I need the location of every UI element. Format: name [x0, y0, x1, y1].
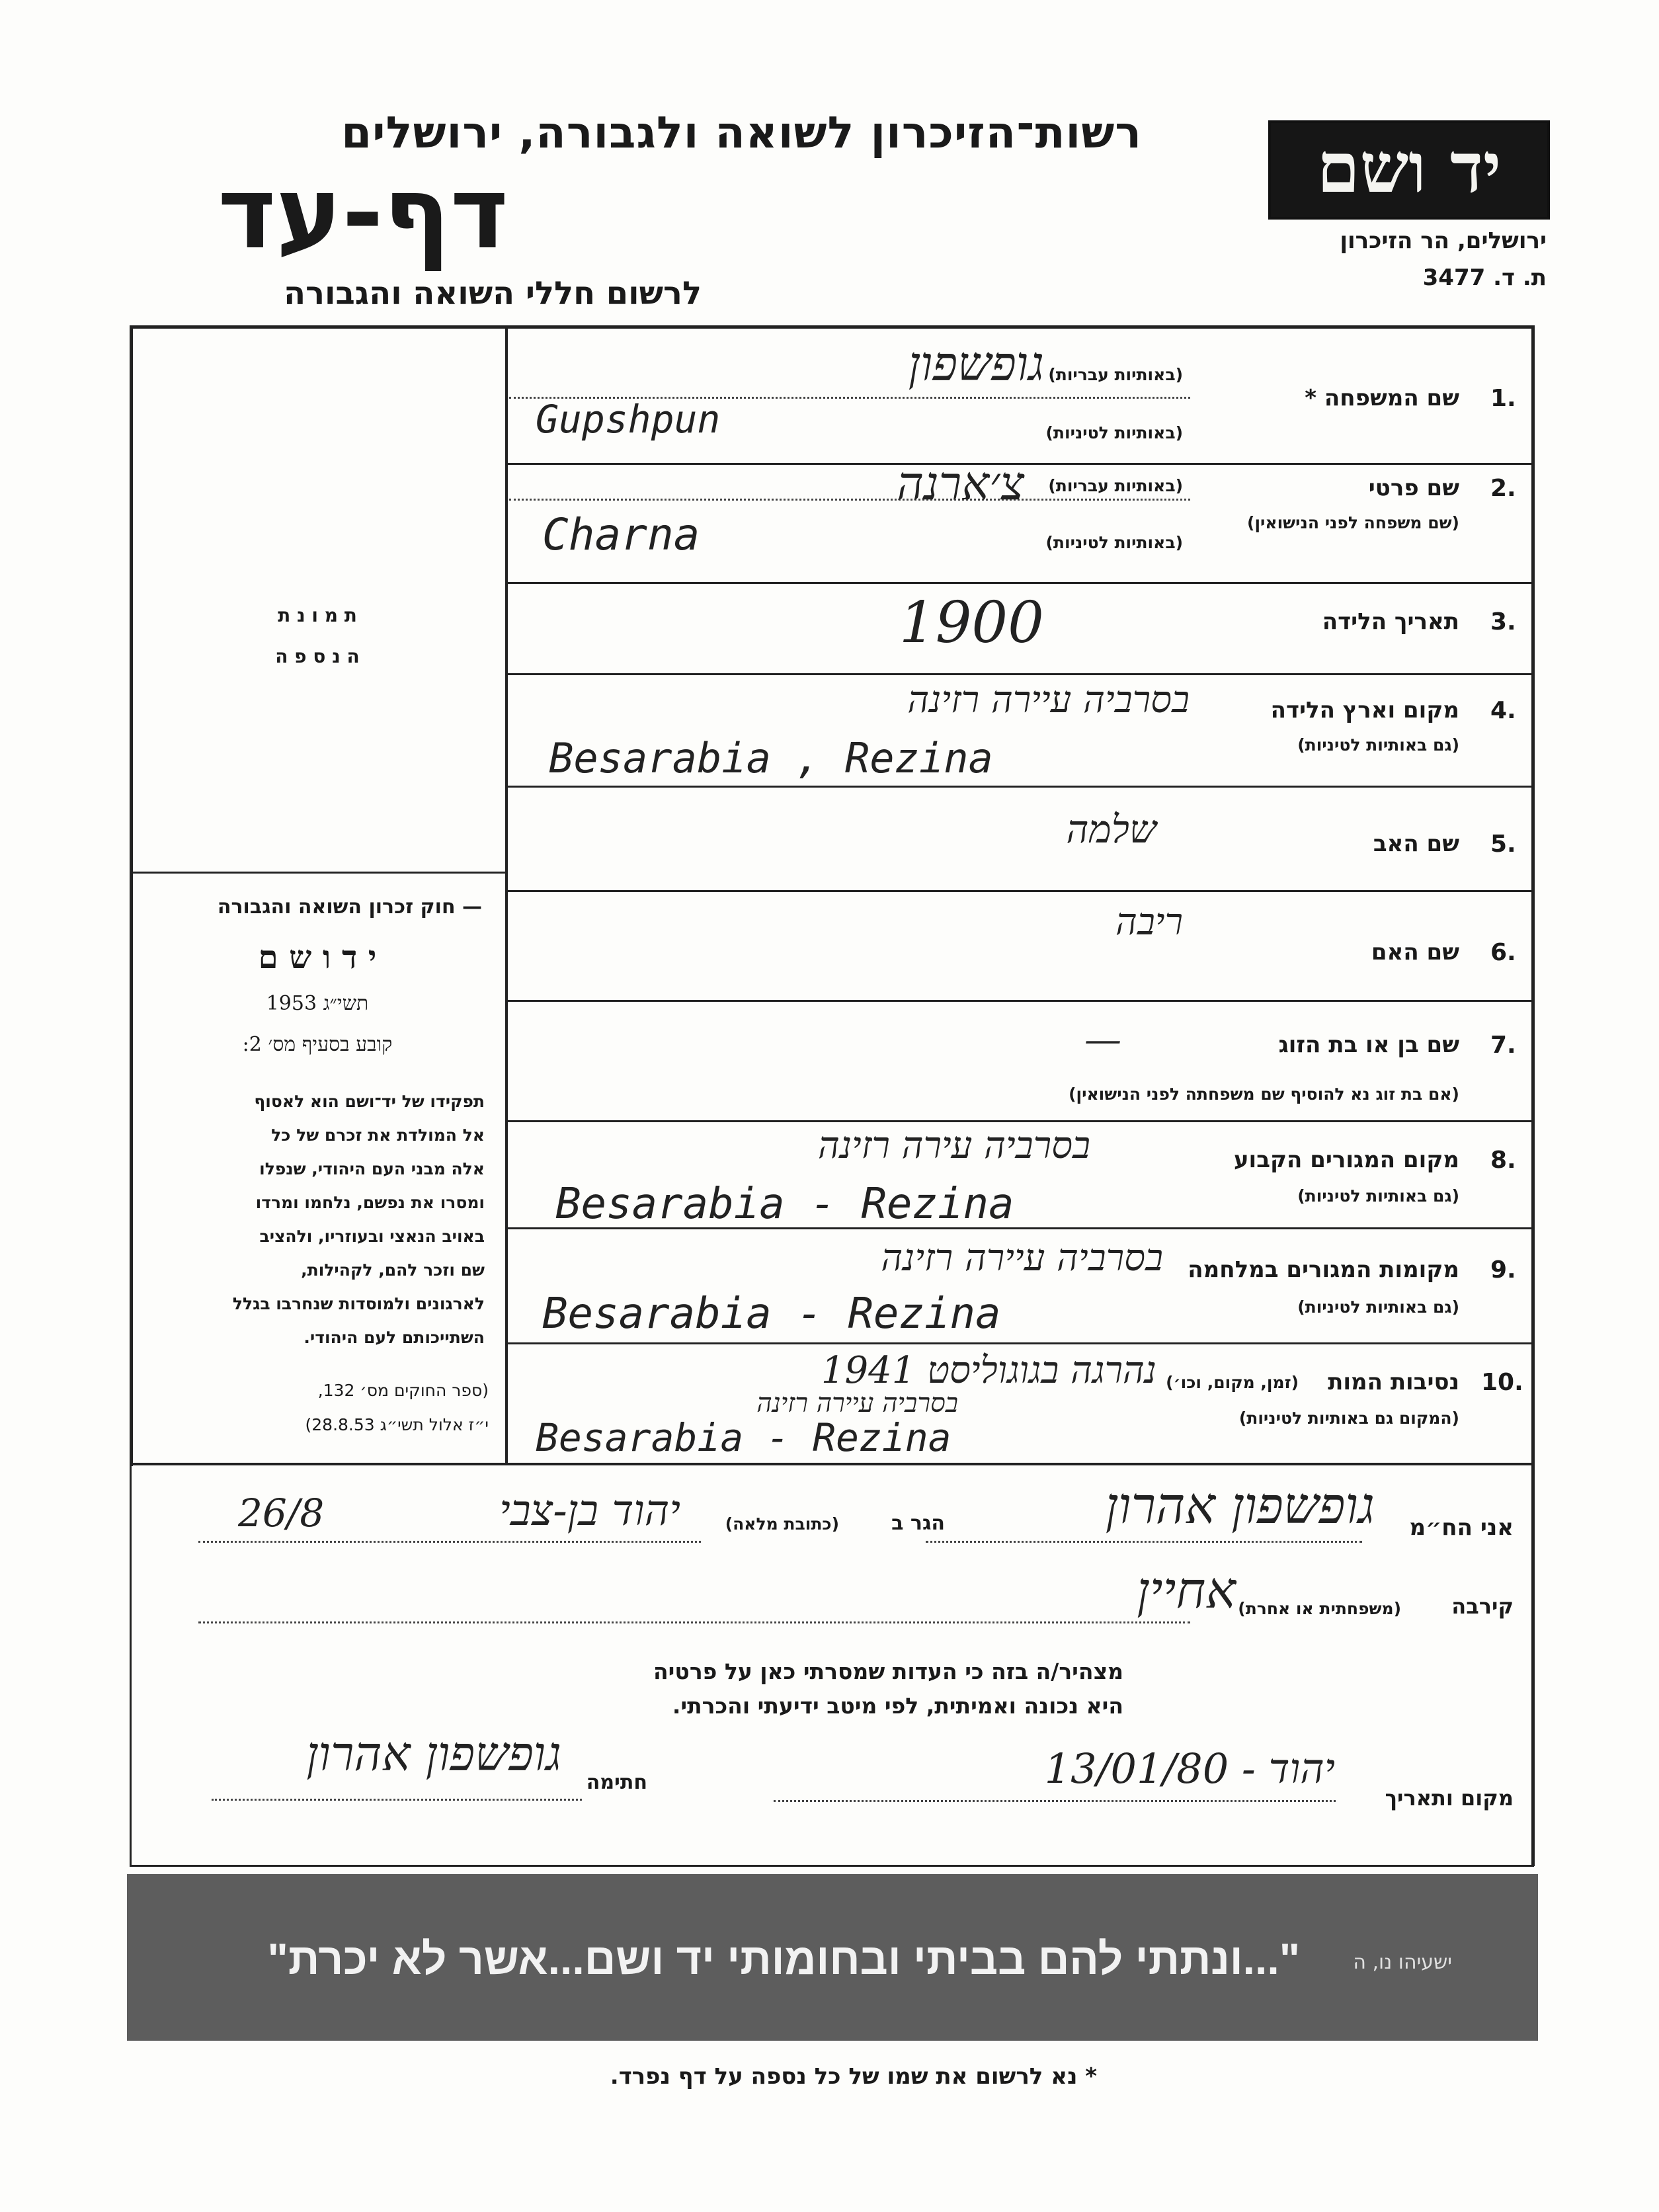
row-separator [506, 582, 1531, 584]
witness-i-label: אני הח״מ [1409, 1514, 1514, 1541]
field-sublabel: (אם בת זוג נא להוסיף שם משפחתה לפני הנישואין) [1069, 1085, 1459, 1104]
witness-top-border [131, 1463, 1533, 1465]
death-circumstances-hebrew-value[interactable]: נהרגה בגוגוליסט 1941 [821, 1349, 1156, 1392]
entry-line [198, 1541, 701, 1543]
law-line: תפקידו של יד־ושם הוא לאסוף [254, 1092, 485, 1111]
hint-hebrew-letters: (באותיות עבריות) [1048, 365, 1183, 384]
wartime-residence-hebrew-value[interactable]: בסרביה עיירה רזינה [881, 1237, 1163, 1280]
field-number: 3. [1490, 608, 1516, 635]
banner-citation: ישעיהו נו, ה [1353, 1951, 1452, 1974]
yad-vashem-logo [1268, 120, 1550, 220]
relation-value[interactable]: אחיין [1137, 1561, 1236, 1619]
wartime-residence-latin-value[interactable]: Besarabia - Rezina [542, 1290, 1001, 1338]
witness-left-border [130, 1463, 132, 1866]
field-label-wartime-residence: מקומות המגורים במלחמה [1188, 1256, 1459, 1283]
birth-place-latin-value[interactable]: Besarabia , Rezina [549, 734, 993, 782]
law-year: תשי״ג 1953 [266, 992, 369, 1015]
field-number: 9. [1490, 1256, 1516, 1284]
birth-date-value[interactable]: 1900 [899, 590, 1044, 656]
field-sublabel: (שם משפחה לפני הנישואין) [1247, 513, 1459, 532]
law-line: אלה מבני העם היהודי, שנפלו [259, 1159, 485, 1178]
field-label-death-circumstances: נסיבות המות [1328, 1369, 1459, 1395]
hint-hebrew-letters: (באותיות עבריות) [1048, 476, 1183, 495]
row-separator [506, 1000, 1531, 1002]
photo-law-divider [131, 872, 506, 874]
row-separator [506, 1342, 1531, 1344]
declaration-line-2: היא נכונה ואמיתית, לפי מיטב ידיעתי והכרתי. [672, 1693, 1123, 1719]
field-label-birth-place: מקום וארץ הלידה [1270, 697, 1459, 723]
form-subtitle: לרשום חללי השואה והגבורה [284, 275, 702, 312]
row-separator [506, 786, 1531, 788]
field-number: 2. [1490, 475, 1516, 502]
residence-latin-value[interactable]: Besarabia - Rezina [555, 1180, 1014, 1229]
row-separator [506, 890, 1531, 892]
entry-line [198, 1621, 1190, 1623]
signature-value[interactable]: גופשפון אהרון [306, 1726, 561, 1782]
law-name: י ד ו ש ם [258, 939, 377, 976]
birth-place-hebrew-value[interactable]: בסרביה עיירה רזינה [907, 678, 1190, 721]
field-label-residence: מקום המגורים הקבוע [1233, 1147, 1459, 1173]
death-place-latin-value[interactable]: Besarabia - Rezina [536, 1415, 951, 1460]
field-number: 5. [1490, 831, 1516, 858]
law-line: אל המולדת את זכרם של כל [271, 1126, 485, 1145]
field-label-father-name: שם האב [1373, 831, 1459, 857]
institution-name: רשות־הזיכרון לשואה ולגבורה, ירושלים [341, 107, 1142, 158]
resides-label: הגר ב [891, 1512, 945, 1535]
death-place-hebrew-value[interactable]: בסרביה עיירה רזינה [756, 1388, 958, 1418]
field-sublabel: (המקום גם באותיות לטיניות) [1238, 1409, 1459, 1428]
field-number: 10. [1481, 1369, 1523, 1396]
field-label-first-name: שם פרטי [1368, 475, 1459, 501]
field-sublabel: (גם באותיות לטיניות) [1297, 1186, 1459, 1206]
surname-hebrew-value[interactable]: גופשפון [908, 336, 1044, 391]
entry-line [509, 499, 1190, 501]
form-left-border [130, 325, 133, 1466]
address-line-2: ת. ד. 3477 [1422, 265, 1547, 291]
form-title: דף-עד [218, 156, 508, 271]
row-separator [506, 1120, 1531, 1122]
spouse-name-value[interactable]: — [1084, 1018, 1121, 1061]
photo-note-line-1: ת מ ו נ ת [278, 604, 357, 626]
hint-latin-letters: (באותיות לטיניות) [1045, 423, 1183, 442]
place-date-value[interactable]: יהוד - 13/01/80 [1044, 1744, 1335, 1793]
law-source-2: י״ז אלול תשי״ג 28.8.53) [305, 1415, 489, 1434]
law-line: שם וזכר להם, לקהילות, [301, 1260, 485, 1280]
mother-name-value[interactable]: ריבה [1115, 901, 1183, 944]
law-line: ומסרו את נפשם, נלחמו ומרדו [255, 1193, 485, 1212]
hint-latin-letters: (באותיות לטיניות) [1045, 533, 1183, 552]
field-label-mother-name: שם האם [1371, 939, 1459, 965]
law-paragraph [138, 1085, 485, 1354]
entry-line [774, 1800, 1336, 1802]
declaration-line-1: מצהיר/ה בזה כי העדות שמסרתי כאן על פרטיה [653, 1659, 1123, 1684]
field-sublabel: (גם באותיות לטיניות) [1297, 735, 1459, 755]
signature-label: חתימה [586, 1771, 647, 1794]
field-number: 4. [1490, 697, 1516, 724]
first-name-hebrew-value[interactable]: צ׳ארנה [896, 456, 1024, 511]
first-name-latin-value[interactable]: Charna [542, 509, 700, 560]
quote-banner [127, 1874, 1538, 2041]
law-source-1: (ספר החוקים מס׳ 132, [317, 1381, 489, 1400]
column-divider [505, 328, 508, 1463]
form-bottom-border [130, 1865, 1534, 1867]
banner-quote: "...ונתתי להם בביתי ובחומותי יד ושם...אשר לא יכרת" [267, 1934, 1300, 1983]
form-top-border [130, 325, 1534, 329]
field-label-birth-date: תאריך הלידה [1322, 608, 1459, 635]
law-line: באויב הנאצי ובעוזריו, ולהציב [259, 1227, 485, 1246]
relation-label: קירבה [1451, 1594, 1514, 1619]
entry-line [212, 1799, 582, 1801]
field-number: 7. [1490, 1032, 1516, 1059]
law-title: — חוק זכרון השואה והגבורה [217, 895, 482, 919]
field-number: 6. [1490, 939, 1516, 966]
witness-address-number[interactable]: 26/8 [238, 1491, 325, 1536]
footnote: * נא לרשום את שמו של כל נספה על דף נפרד. [610, 2063, 1097, 2090]
residence-hebrew-value[interactable]: בסרביה עירה רזינה [818, 1124, 1090, 1167]
field-number: 8. [1490, 1147, 1516, 1174]
field-label-surname: שם המשפחה * [1305, 385, 1459, 411]
field-label-spouse-name: שם בן או בת הזוג [1278, 1032, 1459, 1058]
entry-line [926, 1541, 1362, 1543]
surname-latin-value[interactable]: Gupshpun [536, 397, 721, 442]
law-line: לארגונים ולמוסדות שנחרבו בגלל [232, 1294, 485, 1313]
witness-name-value[interactable]: גופשפון אהרון [1105, 1476, 1375, 1535]
logo-text: יד ושם [1316, 127, 1502, 208]
form-right-border [1531, 325, 1535, 1866]
address-hint: (כתובת מלאה) [725, 1514, 839, 1534]
law-line: השתייכותם לעם היהודי. [303, 1328, 485, 1347]
row-separator [506, 673, 1531, 675]
relation-hint: (משפחתית או אחרת) [1238, 1599, 1401, 1618]
place-date-label: מקום ותאריך [1385, 1785, 1514, 1811]
field-number: 1. [1490, 385, 1516, 412]
father-name-value[interactable]: שלמה [1066, 807, 1156, 852]
address-line-1: ירושלים, הר הזיכרון [1340, 227, 1547, 254]
field-hint: (זמן, מקום, וכו׳) [1166, 1373, 1299, 1392]
witness-address-value[interactable]: יהוד בן-צבי [499, 1487, 680, 1536]
law-clause: קובע בסעיף מס׳ 2: [242, 1033, 393, 1056]
photo-note-line-2: ה נ ס פ ה [275, 645, 360, 667]
field-sublabel: (גם באותיות לטיניות) [1297, 1297, 1459, 1317]
